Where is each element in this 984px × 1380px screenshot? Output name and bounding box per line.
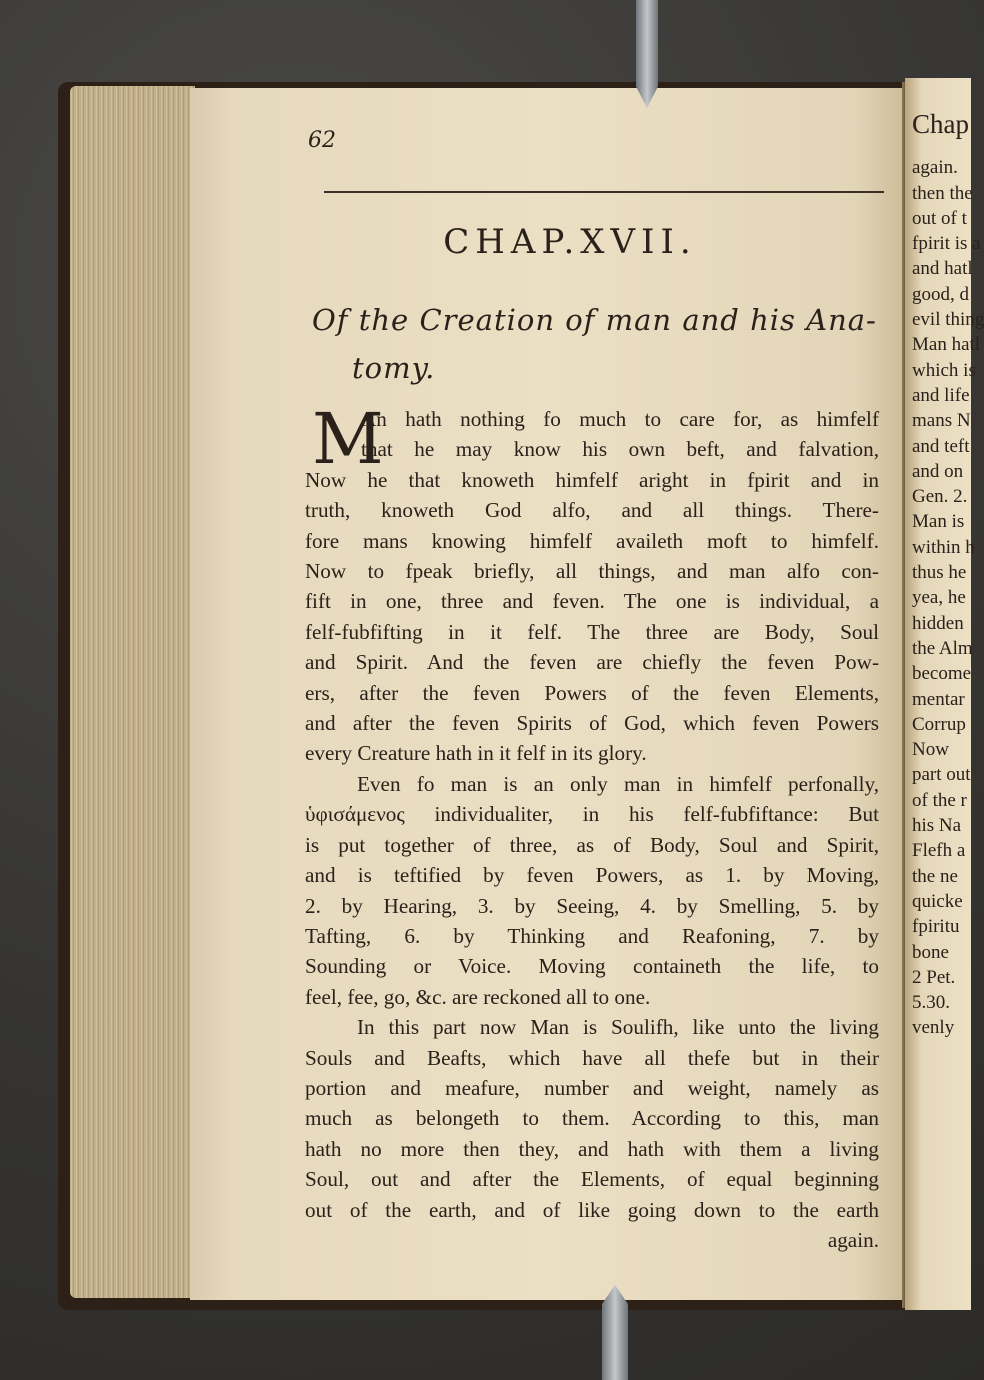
text-line: much as belongeth to them. According to this, man [305, 1106, 879, 1131]
text-line: In this part now Man is Soulifh, like unto the living [357, 1015, 879, 1040]
right-page-text [912, 109, 984, 1041]
text-line: every Creature hath in it felf in its glory. [305, 741, 647, 766]
right-line: 5.30. [912, 992, 950, 1014]
text-line: truth, knoweth God alfo, and all things. There- [305, 498, 879, 523]
chapter-title [312, 296, 882, 392]
right-line: evil thing [912, 309, 984, 331]
text-line: and after the feven Spirits of God, which feven Powers [305, 711, 879, 736]
text-line: 2. by Hearing, 3. by Seeing, 4. by Smelling, 5. by [305, 893, 879, 918]
right-line: out of t [912, 207, 967, 229]
text-line: feel, fee, go, &c. are reckoned all to one. [305, 984, 651, 1009]
chapter-title-line-2: tomy. [352, 351, 436, 385]
right-line: then the [912, 182, 973, 204]
right-line: part out [912, 764, 971, 786]
text-line: Souls and Beafts, which have all thefe but in their [305, 1045, 879, 1070]
right-line: the ne [912, 865, 958, 887]
right-line: and hatl [912, 258, 973, 280]
right-line: bone [912, 941, 949, 963]
right-line: 2 Pet. [912, 966, 956, 988]
drop-cap: M [312, 398, 384, 480]
top-page-clip [636, 0, 658, 108]
right-line: of the r [912, 789, 967, 811]
right-line: again. [912, 157, 958, 179]
right-line: venly [912, 1017, 955, 1039]
catchword: again. [827, 1227, 879, 1252]
right-line: within h [912, 536, 975, 558]
page-fore-edge [70, 86, 195, 1298]
text-line: Now he that knoweth himfelf aright in fpirit and in [305, 467, 879, 492]
right-line: thus he [912, 562, 967, 584]
right-line: and life [912, 384, 970, 406]
text-line: Sounding or Voice. Moving containeth the life, to [305, 954, 879, 979]
text-line: felf-fubfifting in it felf. The three are Body, Soul [305, 619, 879, 644]
bottom-page-clip [602, 1285, 628, 1380]
text-line: that he may know his own beft, and falvation, [361, 437, 879, 462]
right-line: quicke [912, 890, 963, 912]
text-line: portion and meafure, number and weight, namely as [305, 1075, 879, 1100]
right-line: and teft [912, 435, 970, 457]
right-line: Man is [912, 511, 965, 533]
right-line: Flefh a [912, 840, 966, 862]
text-line: fift in one, three and feven. The one is individual, a [305, 589, 879, 614]
right-line: good, d [912, 283, 969, 305]
right-line: yea, he [912, 587, 966, 609]
right-line: become [912, 663, 972, 685]
right-line: his Na [912, 815, 962, 837]
text-line: fore mans knowing himfelf availeth moft to himfelf. [305, 528, 879, 553]
right-line: the Alm [912, 637, 973, 659]
text-line: hath no more then they, and hath with them a living [305, 1136, 879, 1161]
right-line: fpirit is a [912, 233, 981, 255]
text-line: Soul, out and after the Elements, of equal beginning [305, 1167, 879, 1192]
chapter-title-line-1: Of the Creation of man and his Ana- [312, 303, 877, 337]
right-line: Now [912, 739, 949, 761]
text-line: ers, after the feven Powers of the feven Elements, [305, 680, 879, 705]
text-line: and is teftified by feven Powers, as 1. by Moving, [305, 863, 879, 888]
text-line: Even fo man is an only man in himfelf perfonally, [357, 771, 879, 796]
right-page-heading: Chap [912, 109, 969, 139]
right-line: which is [912, 359, 976, 381]
chapter-heading: CHAP.XVII. [443, 222, 697, 262]
text-line: and Spirit. And the feven are chiefly the feven Pow- [305, 650, 879, 675]
right-line: Corrup [912, 713, 966, 735]
body-text [305, 398, 879, 1255]
right-line: mans N [912, 410, 971, 432]
right-line: Gen. 2. [912, 486, 968, 508]
right-line: fpiritu [912, 916, 960, 938]
page-number: 62 [308, 128, 336, 153]
right-line: and on [912, 460, 964, 482]
right-line: hidden [912, 612, 964, 634]
right-line: mentar [912, 688, 965, 710]
text-line: ὑφισάμενος individualiter, in his felf-fubfiftance: But [305, 802, 879, 827]
text-line: out of the earth, and of like going down to the earth [305, 1197, 879, 1222]
text-line: Now to fpeak briefly, all things, and man alfo con- [305, 559, 879, 584]
right-line: Man hatl [912, 334, 981, 356]
text-line: An hath nothing fo much to care for, as himfelf [361, 407, 879, 431]
text-line: is put together of three, as of Body, Soul and Spirit, [305, 832, 879, 857]
text-line: Tafting, 6. by Thinking and Reafoning, 7. by [305, 923, 879, 948]
header-rule [324, 191, 884, 193]
